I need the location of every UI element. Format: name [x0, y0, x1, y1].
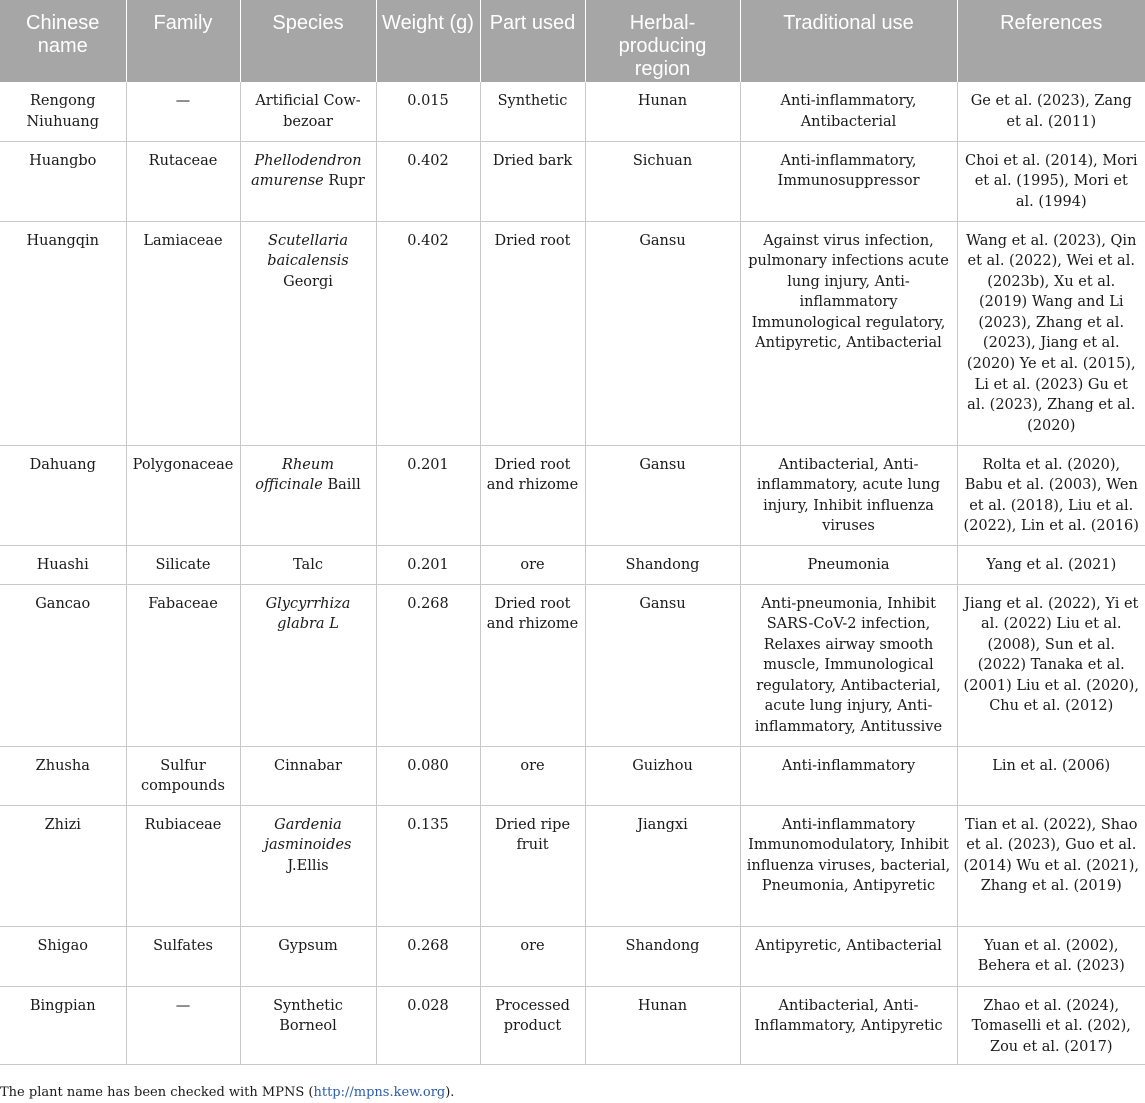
- species-italic-name: Rheum officinale: [255, 456, 334, 494]
- table-row: [0, 445, 1145, 545]
- cell-family: —: [126, 986, 240, 1064]
- cell-species: [240, 986, 376, 1064]
- cell-region: Sichuan: [585, 141, 740, 221]
- cell-region: Shandong: [585, 926, 740, 986]
- cell-species: [240, 445, 376, 545]
- cell-family: Fabaceae: [126, 584, 240, 746]
- cell-region: Gansu: [585, 584, 740, 746]
- table-row: [0, 805, 1145, 926]
- cell-part-used: Dried ripe fruit: [480, 805, 585, 926]
- species-text: Baill: [322, 477, 361, 494]
- cell-chinese-name: Shigao: [0, 926, 126, 986]
- cell-chinese-name: Zhizi: [0, 805, 126, 926]
- header-region: Herbal-producing region: [585, 0, 740, 82]
- cell-family: Sulfur compounds: [126, 746, 240, 805]
- cell-references: Rolta et al. (2020), Babu et al. (2003), Wen et al. (2018), Liu et al. (2022), Lin et al. (2016): [957, 445, 1145, 545]
- footnote-text: The plant name has been checked with MPNS (: [0, 1085, 314, 1100]
- header-species: Species: [240, 0, 376, 82]
- cell-traditional-use: Anti-inflammatory Immunomodulatory, Inhibit influenza viruses, bacterial, Pneumonia, Antipyretic: [740, 805, 957, 926]
- cell-part-used: Dried root and rhizome: [480, 584, 585, 746]
- cell-references: Choi et al. (2014), Mori et al. (1995), Mori et al. (1994): [957, 141, 1145, 221]
- table-row: [0, 926, 1145, 986]
- cell-chinese-name: Huashi: [0, 545, 126, 584]
- cell-part-used: Processed product: [480, 986, 585, 1064]
- cell-part-used: ore: [480, 545, 585, 584]
- cell-traditional-use: Antibacterial, Anti-Inflammatory, Antipyretic: [740, 986, 957, 1064]
- cell-traditional-use: Anti-inflammatory: [740, 746, 957, 805]
- cell-chinese-name: Huangbo: [0, 141, 126, 221]
- cell-part-used: ore: [480, 926, 585, 986]
- cell-species: [240, 746, 376, 805]
- cell-family: Lamiaceae: [126, 221, 240, 445]
- cell-species: [240, 584, 376, 746]
- cell-traditional-use: Anti-inflammatory, Immunosuppressor: [740, 141, 957, 221]
- cell-species: [240, 926, 376, 986]
- cell-chinese-name: Gancao: [0, 584, 126, 746]
- cell-references: Ge et al. (2023), Zang et al. (2011): [957, 82, 1145, 141]
- cell-region: Hunan: [585, 986, 740, 1064]
- cell-traditional-use: Pneumonia: [740, 545, 957, 584]
- header-family: Family: [126, 0, 240, 82]
- table-row: [0, 986, 1145, 1064]
- cell-weight: 0.201: [376, 545, 480, 584]
- cell-chinese-name: Dahuang: [0, 445, 126, 545]
- species-italic-name: Glycyrrhiza glabra L: [265, 595, 351, 633]
- species-text: J.Ellis: [287, 857, 329, 874]
- table-body: [0, 82, 1145, 1064]
- cell-species: [240, 141, 376, 221]
- cell-weight: 0.015: [376, 82, 480, 141]
- species-text: Georgi: [283, 273, 333, 290]
- species-text: Synthetic Borneol: [273, 997, 343, 1035]
- mpns-link[interactable]: http://mpns.kew.org: [313, 1085, 446, 1100]
- cell-species: [240, 82, 376, 141]
- cell-weight: 0.268: [376, 584, 480, 746]
- cell-references: Lin et al. (2006): [957, 746, 1145, 805]
- cell-family: Silicate: [126, 545, 240, 584]
- table-row: [0, 141, 1145, 221]
- cell-references: Tian et al. (2022), Shao et al. (2023), Guo et al. (2014) Wu et al. (2021), Zhang et al. (2019): [957, 805, 1145, 926]
- cell-traditional-use: Against virus infection, pulmonary infections acute lung injury, Anti-inflammatory Immunological regulatory, Antipyretic, Antibacterial: [740, 221, 957, 445]
- cell-references: Zhao et al. (2024), Tomaselli et al. (202), Zou et al. (2017): [957, 986, 1145, 1064]
- species-text: Cinnabar: [274, 757, 342, 774]
- table-row: [0, 545, 1145, 584]
- cell-part-used: ore: [480, 746, 585, 805]
- cell-weight: 0.201: [376, 445, 480, 545]
- cell-weight: 0.028: [376, 986, 480, 1064]
- cell-region: Shandong: [585, 545, 740, 584]
- cell-family: Rubiaceae: [126, 805, 240, 926]
- cell-region: Hunan: [585, 82, 740, 141]
- footnote-text-end: ).: [445, 1085, 455, 1100]
- cell-references: Yang et al. (2021): [957, 545, 1145, 584]
- table-row: [0, 221, 1145, 445]
- cell-chinese-name: Huangqin: [0, 221, 126, 445]
- cell-region: Guizhou: [585, 746, 740, 805]
- species-text: Gypsum: [278, 937, 338, 954]
- header-traditional-use: Traditional use: [740, 0, 957, 82]
- cell-species: [240, 545, 376, 584]
- cell-weight: 0.268: [376, 926, 480, 986]
- cell-traditional-use: Anti-inflammatory, Antibacterial: [740, 82, 957, 141]
- cell-traditional-use: Anti-pneumonia, Inhibit SARS-CoV-2 infection, Relaxes airway smooth muscle, Immunological regulatory, Antibacterial, acute lung injury, Anti-inflammatory, Antitussive: [740, 584, 957, 746]
- header-references: References: [957, 0, 1145, 82]
- species-italic-name: Scutellaria baicalensis: [267, 232, 349, 270]
- cell-weight: 0.135: [376, 805, 480, 926]
- cell-traditional-use: Antipyretic, Antibacterial: [740, 926, 957, 986]
- cell-references: Jiang et al. (2022), Yi et al. (2022) Liu et al. (2008), Sun et al. (2022) Tanaka et al. (2001) Liu et al. (2020), Chu et al. (2012): [957, 584, 1145, 746]
- cell-family: Sulfates: [126, 926, 240, 986]
- header-part-used: Part used: [480, 0, 585, 82]
- cell-family: Rutaceae: [126, 141, 240, 221]
- table-row: [0, 746, 1145, 805]
- species-text: Artificial Cow-bezoar: [255, 93, 361, 130]
- species-italic-name: Gardenia jasminoides: [264, 816, 352, 854]
- cell-chinese-name: Zhusha: [0, 746, 126, 805]
- cell-part-used: Dried root and rhizome: [480, 445, 585, 545]
- cell-species: [240, 221, 376, 445]
- cell-chinese-name: Rengong Niuhuang: [0, 82, 126, 141]
- cell-references: Yuan et al. (2002), Behera et al. (2023): [957, 926, 1145, 986]
- species-text: Talc: [293, 556, 323, 573]
- species-text: Rupr: [323, 173, 365, 190]
- cell-weight: 0.402: [376, 141, 480, 221]
- table-row: [0, 584, 1145, 746]
- cell-family: Polygonaceae: [126, 445, 240, 545]
- header-row: [0, 0, 1145, 82]
- cell-weight: 0.080: [376, 746, 480, 805]
- cell-region: Gansu: [585, 445, 740, 545]
- cell-chinese-name: Bingpian: [0, 986, 126, 1064]
- cell-references: Wang et al. (2023), Qin et al. (2022), Wei et al. (2023b), Xu et al. (2019) Wang and Li (2023), Zhang et al. (2023), Jiang et al. (2020) Ye et al. (2015), Li et al. (2023) Gu et al. (2023), Zhang et al. (2020): [957, 221, 1145, 445]
- cell-region: Gansu: [585, 221, 740, 445]
- cell-part-used: Dried bark: [480, 141, 585, 221]
- cell-traditional-use: Antibacterial, Anti-inflammatory, acute lung injury, Inhibit influenza viruses: [740, 445, 957, 545]
- cell-part-used: Synthetic: [480, 82, 585, 141]
- cell-species: [240, 805, 376, 926]
- cell-family: —: [126, 82, 240, 141]
- header-weight: Weight (g): [376, 0, 480, 82]
- table-row: [0, 82, 1145, 141]
- cell-weight: 0.402: [376, 221, 480, 445]
- cell-part-used: Dried root: [480, 221, 585, 445]
- species-italic-name: Phellodendron amurense: [251, 152, 362, 190]
- table-footnote: [0, 1084, 454, 1101]
- cell-region: Jiangxi: [585, 805, 740, 926]
- header-chinese-name: Chinese name: [0, 0, 126, 82]
